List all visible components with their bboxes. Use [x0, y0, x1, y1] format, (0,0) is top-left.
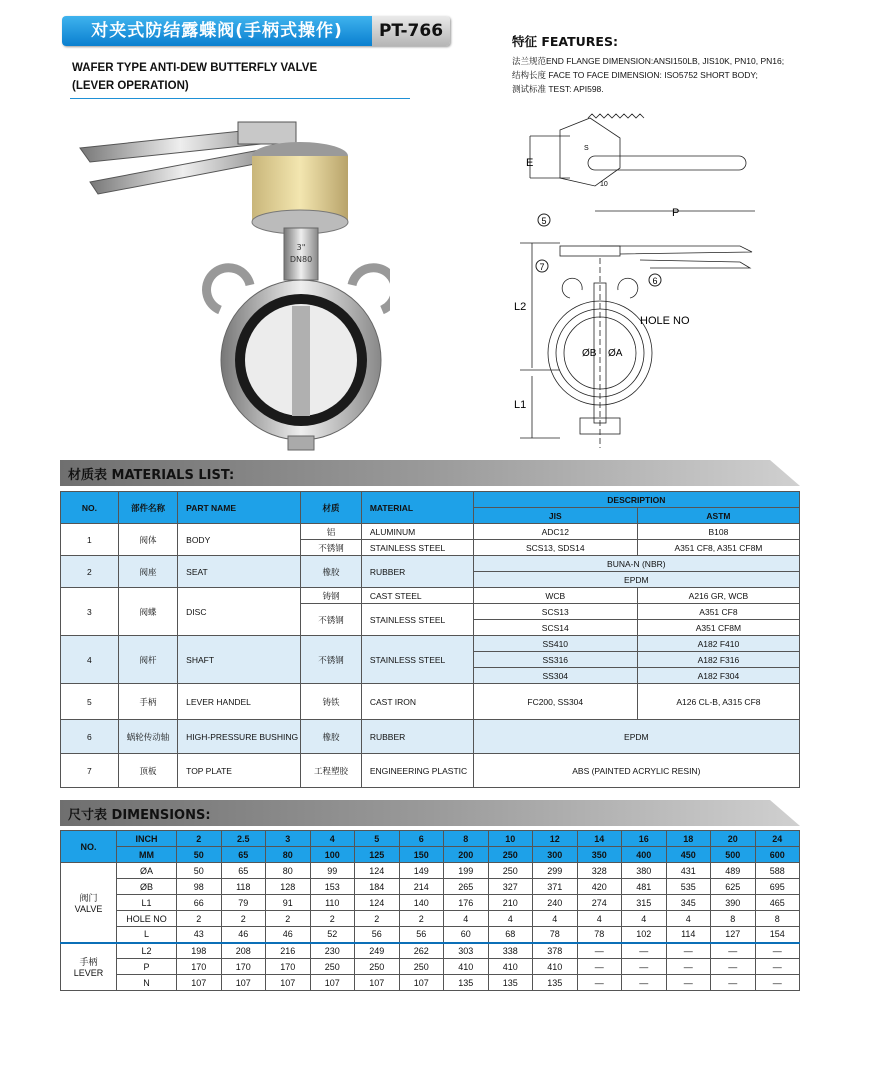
dim-value: —: [755, 943, 800, 959]
scale-s: S: [584, 145, 589, 152]
dim-value: 135: [488, 975, 533, 991]
dim-value: 250: [355, 959, 400, 975]
dim-value: 98: [177, 879, 222, 895]
feature-line: 法兰规范END FLANGE DIMENSION:ANSI150LB, JIS10K, PN10, PN16;: [512, 56, 785, 66]
table-row: 3 阀蝶 DISC 铸钢 CAST STEEL WCB A216 GR, WCB: [61, 588, 800, 604]
dim-value: —: [577, 975, 622, 991]
table-row: EPDM: [61, 572, 800, 588]
dim-value: 140: [399, 895, 444, 911]
dim-value: 110: [310, 895, 355, 911]
group-label-en: VALVE: [74, 903, 103, 914]
table-row: 不锈钢 STAINLESS STEEL SCS13, SDS14 A351 CF8, A351 CF8M: [61, 540, 800, 556]
col-no: NO.: [61, 492, 119, 524]
inch-value: 2: [177, 831, 222, 847]
group-lever: [61, 943, 117, 991]
dn-marking: DN80: [289, 255, 313, 264]
dim-value: 43: [177, 927, 222, 943]
materials-table: [60, 491, 800, 788]
dim-value: 99: [310, 863, 355, 879]
dim-value: 4: [444, 911, 489, 927]
row-label: HOLE NO: [117, 911, 177, 927]
dim-value: 128: [266, 879, 311, 895]
dim-value: 216: [266, 943, 311, 959]
dim-value: 8: [711, 911, 756, 927]
inch-value: 16: [622, 831, 667, 847]
dim-value: 371: [533, 879, 578, 895]
inch-value: 24: [755, 831, 800, 847]
dim-value: 170: [221, 959, 266, 975]
table-row: SCS14 A351 CF8M: [61, 620, 800, 636]
dim-l1: L1: [514, 399, 527, 411]
dim-value: 431: [666, 863, 711, 879]
row-label: L2: [117, 943, 177, 959]
dim-value: 60: [444, 927, 489, 943]
table-row: 2 阀座 SEAT 橡胶 RUBBER BUNA-N (NBR): [61, 556, 800, 572]
technical-drawing: [500, 108, 800, 456]
dim-value: 2: [355, 911, 400, 927]
col-material: MATERIAL: [361, 492, 473, 524]
mm-value: 65: [221, 847, 266, 863]
dim-value: 154: [755, 927, 800, 943]
dim-value: 50: [177, 863, 222, 879]
inch-value: 18: [666, 831, 711, 847]
dim-value: 149: [399, 863, 444, 879]
dim-value: 107: [266, 975, 311, 991]
dim-p: P: [672, 207, 680, 219]
dim-value: 107: [399, 975, 444, 991]
mm-value: 200: [444, 847, 489, 863]
dim-value: 4: [488, 911, 533, 927]
dim-value: 170: [266, 959, 311, 975]
title-english-sub: (LEVER OPERATION): [72, 80, 189, 92]
dim-value: 378: [533, 943, 578, 959]
dim-value: 176: [444, 895, 489, 911]
table-row: 1 阀体 BODY 铝 ALUMINUM ADC12 B108: [61, 524, 800, 540]
col-part-cn: 部件名称: [118, 492, 177, 524]
dim-value: 695: [755, 879, 800, 895]
table-row: [61, 911, 800, 927]
dim-value: 184: [355, 879, 400, 895]
dim-value: —: [666, 975, 711, 991]
row-label: ØB: [117, 879, 177, 895]
row-label: P: [117, 959, 177, 975]
dim-value: 410: [488, 959, 533, 975]
dim-value: 262: [399, 943, 444, 959]
dim-value: 68: [488, 927, 533, 943]
table-row: 4 阀杆 SHAFT 不锈钢 STAINLESS STEEL SS410 A182 F410: [61, 636, 800, 652]
dim-value: 208: [221, 943, 266, 959]
row-label: L1: [117, 895, 177, 911]
dim-value: 390: [711, 895, 756, 911]
materials-section-title: 材质表 MATERIALS LIST:: [68, 468, 235, 483]
dim-value: 240: [533, 895, 578, 911]
table-row: [61, 879, 800, 895]
dim-value: 210: [488, 895, 533, 911]
dim-value: —: [711, 943, 756, 959]
table-row: [61, 943, 800, 959]
dim-value: 124: [355, 895, 400, 911]
dimensions-section-bar: [60, 800, 800, 826]
callout-5: 5: [541, 216, 547, 226]
table-row: 7 顶板 TOP PLATE 工程塑胶 ENGINEERING PLASTIC ABS (PAINTED ACRYLIC RESIN): [61, 754, 800, 788]
dim-value: 124: [355, 863, 400, 879]
dim-value: 250: [310, 959, 355, 975]
scale-10: 10: [600, 181, 608, 188]
dim-value: —: [666, 959, 711, 975]
mm-value: 300: [533, 847, 578, 863]
dim-value: —: [577, 959, 622, 975]
dim-value: 2: [177, 911, 222, 927]
hole-no-label: HOLE NO: [640, 315, 690, 327]
dim-value: 65: [221, 863, 266, 879]
mm-value: 250: [488, 847, 533, 863]
dim-value: 102: [622, 927, 667, 943]
dim-value: 199: [444, 863, 489, 879]
dim-value: 107: [221, 975, 266, 991]
feature-line: 结构长度 FACE TO FACE DIMENSION: ISO5752 SHORT BODY;: [512, 70, 758, 80]
mm-value: 450: [666, 847, 711, 863]
inch-value: 8: [444, 831, 489, 847]
title-underline: [70, 98, 410, 99]
dim-value: 127: [711, 927, 756, 943]
dim-value: 78: [577, 927, 622, 943]
dim-value: 8: [755, 911, 800, 927]
dim-value: 2: [310, 911, 355, 927]
valve-photo: [70, 110, 390, 460]
dim-value: 52: [310, 927, 355, 943]
dim-value: 230: [310, 943, 355, 959]
dim-value: 299: [533, 863, 578, 879]
dim-value: 315: [622, 895, 667, 911]
dim-l2: L2: [514, 301, 527, 313]
dim-value: 118: [221, 879, 266, 895]
dim-col-no: NO.: [61, 831, 117, 863]
dim-value: 465: [755, 895, 800, 911]
inch-value: 5: [355, 831, 400, 847]
dim-value: 303: [444, 943, 489, 959]
dim-value: 79: [221, 895, 266, 911]
dim-value: 46: [266, 927, 311, 943]
dim-value: 327: [488, 879, 533, 895]
table-row: [61, 959, 800, 975]
dim-value: 56: [355, 927, 400, 943]
dim-value: 588: [755, 863, 800, 879]
inch-value: 2.5: [221, 831, 266, 847]
dim-value: 56: [399, 927, 444, 943]
dim-value: —: [577, 943, 622, 959]
dim-value: 249: [355, 943, 400, 959]
dim-value: 135: [533, 975, 578, 991]
dim-value: —: [755, 959, 800, 975]
group-label-en: LEVER: [73, 968, 104, 979]
inch-value: 12: [533, 831, 578, 847]
dim-value: 420: [577, 879, 622, 895]
dim-value: 4: [666, 911, 711, 927]
inch-value: 10: [488, 831, 533, 847]
inch-label: INCH: [117, 831, 177, 847]
table-row: SS316 A182 F316: [61, 652, 800, 668]
feature-line: 测试标准 TEST: API598.: [512, 84, 604, 94]
dim-value: —: [622, 943, 667, 959]
dim-value: 4: [622, 911, 667, 927]
mm-value: 80: [266, 847, 311, 863]
mm-value: 100: [310, 847, 355, 863]
dim-value: 91: [266, 895, 311, 911]
table-row: 6 蜗轮传动轴 HIGH-PRESSURE BUSHING 橡胶 RUBBER EPDM: [61, 720, 800, 754]
size-marking: 3": [296, 243, 306, 252]
table-row: [61, 975, 800, 991]
dim-value: —: [711, 975, 756, 991]
dim-value: 274: [577, 895, 622, 911]
dim-value: —: [755, 975, 800, 991]
dim-value: 107: [310, 975, 355, 991]
dim-value: 78: [533, 927, 578, 943]
dim-value: 153: [310, 879, 355, 895]
dim-value: 410: [533, 959, 578, 975]
inch-value: 6: [399, 831, 444, 847]
dim-value: —: [666, 943, 711, 959]
dim-value: 489: [711, 863, 756, 879]
table-row: SS304 A182 F304: [61, 668, 800, 684]
dim-value: 198: [177, 943, 222, 959]
table-row: 5 手柄 LEVER HANDEL 铸铁 CAST IRON FC200, SS304 A126 CL-B, A315 CF8: [61, 684, 800, 720]
mm-value: 400: [622, 847, 667, 863]
table-row: [61, 895, 800, 911]
row-label: L: [117, 927, 177, 943]
title-english: WAFER TYPE ANTI-DEW BUTTERFLY VALVE: [72, 62, 318, 74]
mm-label: MM: [117, 847, 177, 863]
col-part: PART NAME: [178, 492, 301, 524]
group-label-cn: 手柄: [79, 957, 98, 968]
dimensions-table: [60, 830, 800, 991]
dim-value: 265: [444, 879, 489, 895]
col-jis: JIS: [473, 508, 637, 524]
table-row: [61, 927, 800, 943]
dim-e: E: [526, 157, 534, 169]
dim-value: 66: [177, 895, 222, 911]
mm-value: 125: [355, 847, 400, 863]
col-mat-cn: 材质: [301, 492, 362, 524]
col-description: DESCRIPTION: [473, 492, 799, 508]
row-label: N: [117, 975, 177, 991]
dim-value: 250: [399, 959, 444, 975]
dim-value: —: [622, 959, 667, 975]
group-valve: [61, 863, 117, 943]
mm-value: 350: [577, 847, 622, 863]
inch-value: 3: [266, 831, 311, 847]
mm-value: 50: [177, 847, 222, 863]
mm-value: 600: [755, 847, 800, 863]
table-row: 不锈钢 STAINLESS STEEL SCS13 A351 CF8: [61, 604, 800, 620]
dim-value: 625: [711, 879, 756, 895]
dim-a: ØA: [608, 348, 623, 359]
row-label: ØA: [117, 863, 177, 879]
title-banner: [62, 16, 450, 46]
dim-value: 4: [577, 911, 622, 927]
materials-section-bar: [60, 460, 800, 486]
dim-b: ØB: [582, 348, 597, 359]
dim-value: 170: [177, 959, 222, 975]
dim-value: 214: [399, 879, 444, 895]
col-astm: ASTM: [637, 508, 799, 524]
dim-value: 250: [488, 863, 533, 879]
inch-value: 14: [577, 831, 622, 847]
callout-7: 7: [539, 262, 545, 272]
dim-value: 2: [221, 911, 266, 927]
dim-value: 2: [399, 911, 444, 927]
features-heading: 特征 FEATURES:: [512, 34, 618, 49]
dim-value: 380: [622, 863, 667, 879]
group-label-cn: 阀门: [79, 892, 98, 903]
dim-value: 328: [577, 863, 622, 879]
mm-value: 500: [711, 847, 756, 863]
dim-value: —: [622, 975, 667, 991]
dim-value: 135: [444, 975, 489, 991]
dim-value: 338: [488, 943, 533, 959]
dim-value: 2: [266, 911, 311, 927]
mm-value: 150: [399, 847, 444, 863]
model-number: PT-766: [372, 16, 450, 46]
dim-value: 4: [533, 911, 578, 927]
inch-value: 4: [310, 831, 355, 847]
dim-value: 410: [444, 959, 489, 975]
dim-value: 80: [266, 863, 311, 879]
dim-value: 107: [355, 975, 400, 991]
dim-value: 107: [177, 975, 222, 991]
dim-value: 46: [221, 927, 266, 943]
dim-value: 535: [666, 879, 711, 895]
dim-value: —: [711, 959, 756, 975]
dim-value: 345: [666, 895, 711, 911]
dim-value: 114: [666, 927, 711, 943]
callout-6: 6: [652, 276, 658, 286]
dimensions-section-title: 尺寸表 DIMENSIONS:: [68, 808, 211, 823]
title-chinese: 对夹式防结露蝶阀(手柄式操作): [62, 16, 372, 46]
inch-value: 20: [711, 831, 756, 847]
dim-value: 481: [622, 879, 667, 895]
table-row: [61, 863, 800, 879]
